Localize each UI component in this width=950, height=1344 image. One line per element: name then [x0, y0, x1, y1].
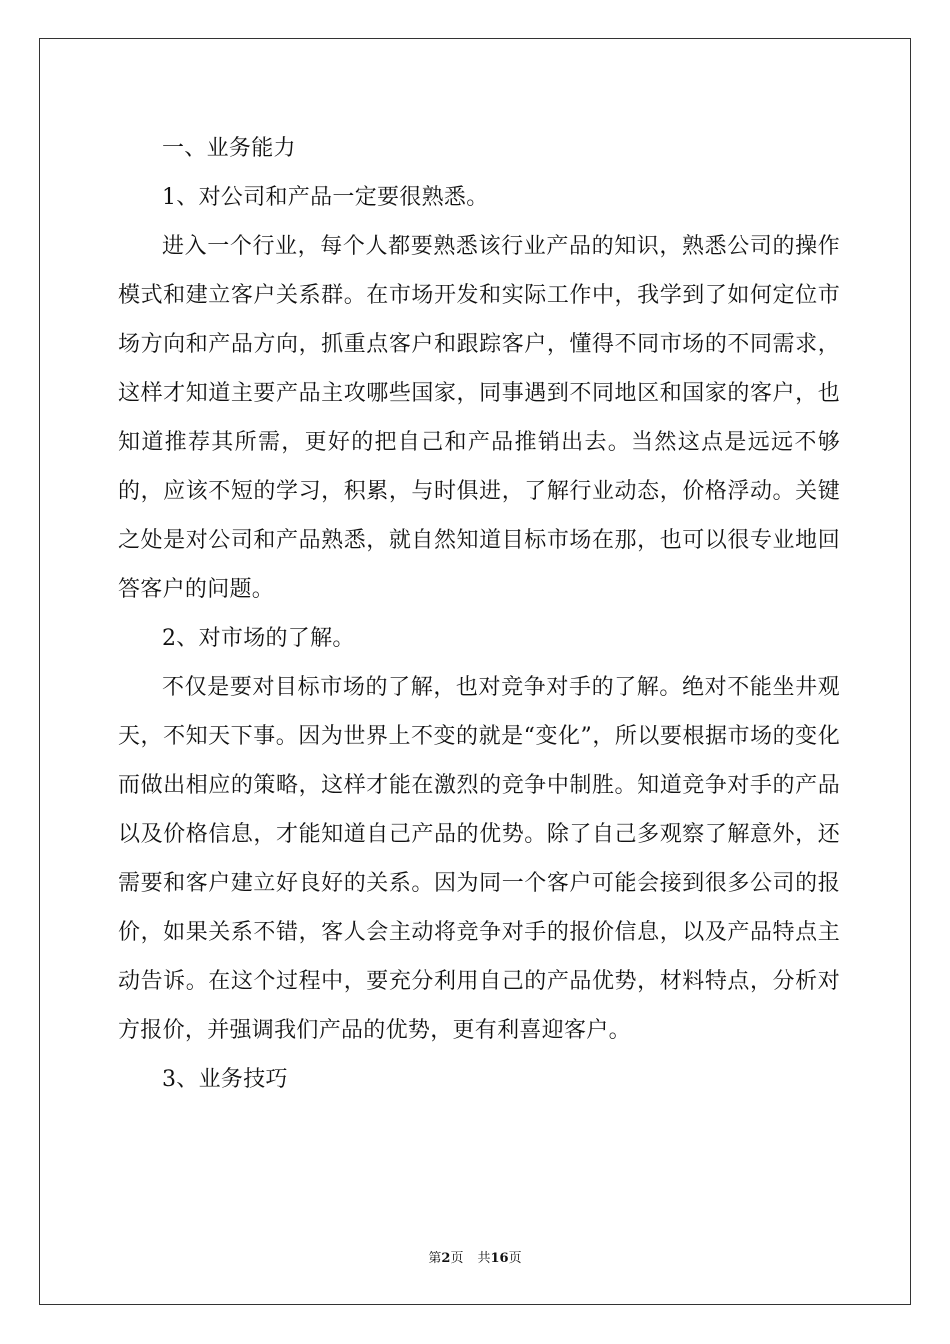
section-heading-business-ability: 一、业务能力	[162, 136, 296, 161]
total-prefix: 共	[477, 1251, 491, 1266]
subheading-know-market: 2、对市场的了解。	[162, 626, 355, 651]
paragraph-know-company-products: 进入一个行业，每个人都要熟悉该行业产品的知识，熟悉公司的操作模式和建立客户关系群。在市场开发和实际工作中，我学到了如何定位市场方向和产品方向，抓重点客户和跟踪客户，懂得不同市场的不同需求，这样才知道主要产品主攻哪些国家，同事遇到不同地区和国家的客户，也知道推荐其所需，更好的把自己和产品推销出去。当然这点是远远不够的，应该不短的学习，积累，与时俱进，了解行业动态，价格浮动。关键之处是对公司和产品熟悉，就自然知道目标市场在那，也可以很专业地回答客户的问题。	[118, 234, 840, 602]
page-footer	[0, 1247, 950, 1266]
page-prefix: 第	[428, 1251, 442, 1266]
paragraph-know-market: 不仅是要对目标市场的了解，也对竞争对手的了解。绝对不能坐井观天，不知天下事。因为世界上不变的就是“变化”，所以要根据市场的变化而做出相应的策略，这样才能在激烈的竞争中制胜。知道竞争对手的产品以及价格信息，才能知道自己产品的优势。除了自己多观察了解意外，还需要和客户建立好良好的关系。因为同一个客户可能会接到很多公司的报价，如果关系不错，客人会主动将竞争对手的报价信息，以及产品特点主动告诉。在这个过程中，要充分利用自己的产品优势，材料特点，分析对方报价，并强调我们产品的优势，更有利喜迎客户。	[118, 675, 840, 1043]
subheading-business-skills: 3、业务技巧	[162, 1067, 288, 1092]
total-suffix: 页	[508, 1251, 522, 1266]
page-suffix: 页	[450, 1251, 464, 1266]
document-body	[118, 124, 840, 1104]
total-pages: 16	[490, 1251, 509, 1266]
subheading-know-company-products: 1、对公司和产品一定要很熟悉。	[162, 185, 489, 210]
page-number: 2	[441, 1251, 451, 1266]
